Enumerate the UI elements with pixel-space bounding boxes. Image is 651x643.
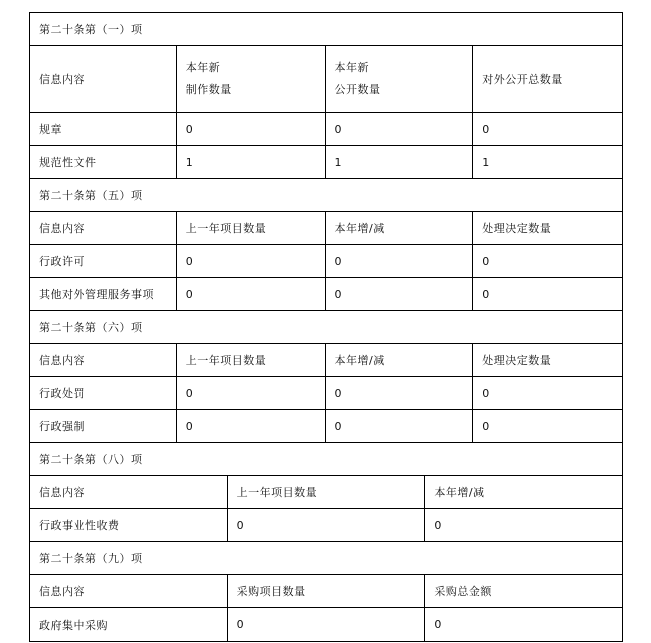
header-new-published — [326, 46, 474, 113]
row-label: 政府集中采购 — [30, 608, 228, 642]
header-new-produced — [177, 46, 326, 113]
row-value: 0 — [228, 608, 426, 642]
table-row — [30, 410, 623, 443]
row-value: 1 — [326, 146, 474, 179]
header-line: 制作数量 — [185, 83, 232, 96]
row-label: 行政事业性收费 — [30, 509, 228, 542]
header-line: 本年新 — [334, 61, 369, 74]
row-value: 0 — [177, 410, 326, 443]
header-line: 本年新 — [185, 61, 221, 74]
row-value: 1 — [473, 146, 623, 179]
row-value: 0 — [326, 410, 474, 443]
header-info-content: 信息内容 — [30, 46, 177, 113]
header-change: 本年增/减 — [326, 212, 474, 245]
header-prev-year-count: 上一年项目数量 — [177, 212, 326, 245]
section-title: 第二十条第（一）项 — [30, 13, 623, 46]
row-value: 0 — [228, 509, 426, 542]
section-title-row — [30, 311, 623, 344]
row-value: 0 — [425, 509, 623, 542]
section-title-row — [30, 13, 623, 46]
row-value: 0 — [177, 113, 326, 146]
row-value: 0 — [473, 410, 623, 443]
row-value: 0 — [473, 377, 623, 410]
table-row — [30, 509, 623, 542]
header-row — [30, 46, 623, 113]
header-row — [30, 212, 623, 245]
row-label: 行政许可 — [30, 245, 177, 278]
row-value: 0 — [177, 245, 326, 278]
row-value: 0 — [473, 113, 623, 146]
table-row — [30, 146, 623, 179]
row-value: 1 — [177, 146, 326, 179]
row-value: 0 — [177, 278, 326, 311]
row-value: 0 — [326, 113, 474, 146]
header-change: 本年增/减 — [425, 476, 623, 509]
header-prev-year-count: 上一年项目数量 — [177, 344, 326, 377]
section-title: 第二十条第（五）项 — [30, 179, 623, 212]
row-label: 规章 — [30, 113, 177, 146]
row-value: 0 — [326, 377, 474, 410]
row-value: 0 — [326, 245, 474, 278]
row-label: 规范性文件 — [30, 146, 177, 179]
row-label: 其他对外管理服务事项 — [30, 278, 177, 311]
row-value: 0 — [177, 377, 326, 410]
header-info-content: 信息内容 — [30, 575, 228, 608]
section-title-row — [30, 542, 623, 575]
header-prev-year-count: 上一年项目数量 — [228, 476, 426, 509]
row-value: 0 — [326, 278, 474, 311]
section-title: 第二十条第（九）项 — [30, 542, 623, 575]
header-total-published: 对外公开总数量 — [473, 46, 623, 113]
header-info-content: 信息内容 — [30, 344, 177, 377]
table-row — [30, 608, 623, 642]
section-title-row — [30, 179, 623, 212]
header-purchase-total: 采购总金额 — [425, 575, 623, 608]
disclosure-table — [29, 12, 623, 642]
header-line: 公开数量 — [334, 83, 381, 96]
header-change: 本年增/减 — [326, 344, 474, 377]
header-decisions: 处理决定数量 — [473, 212, 623, 245]
row-value: 0 — [425, 608, 623, 642]
row-label: 行政强制 — [30, 410, 177, 443]
row-value: 0 — [473, 245, 623, 278]
section-title: 第二十条第（八）项 — [30, 443, 623, 476]
table-row — [30, 377, 623, 410]
header-row — [30, 575, 623, 608]
section-title-row — [30, 443, 623, 476]
row-label: 行政处罚 — [30, 377, 177, 410]
header-row — [30, 344, 623, 377]
table-row — [30, 245, 623, 278]
header-purchase-count: 采购项目数量 — [228, 575, 426, 608]
table-row — [30, 113, 623, 146]
header-decisions: 处理决定数量 — [473, 344, 623, 377]
table-row — [30, 278, 623, 311]
header-info-content: 信息内容 — [30, 212, 177, 245]
row-value: 0 — [473, 278, 623, 311]
section-title: 第二十条第（六）项 — [30, 311, 623, 344]
header-info-content: 信息内容 — [30, 476, 228, 509]
header-row — [30, 476, 623, 509]
